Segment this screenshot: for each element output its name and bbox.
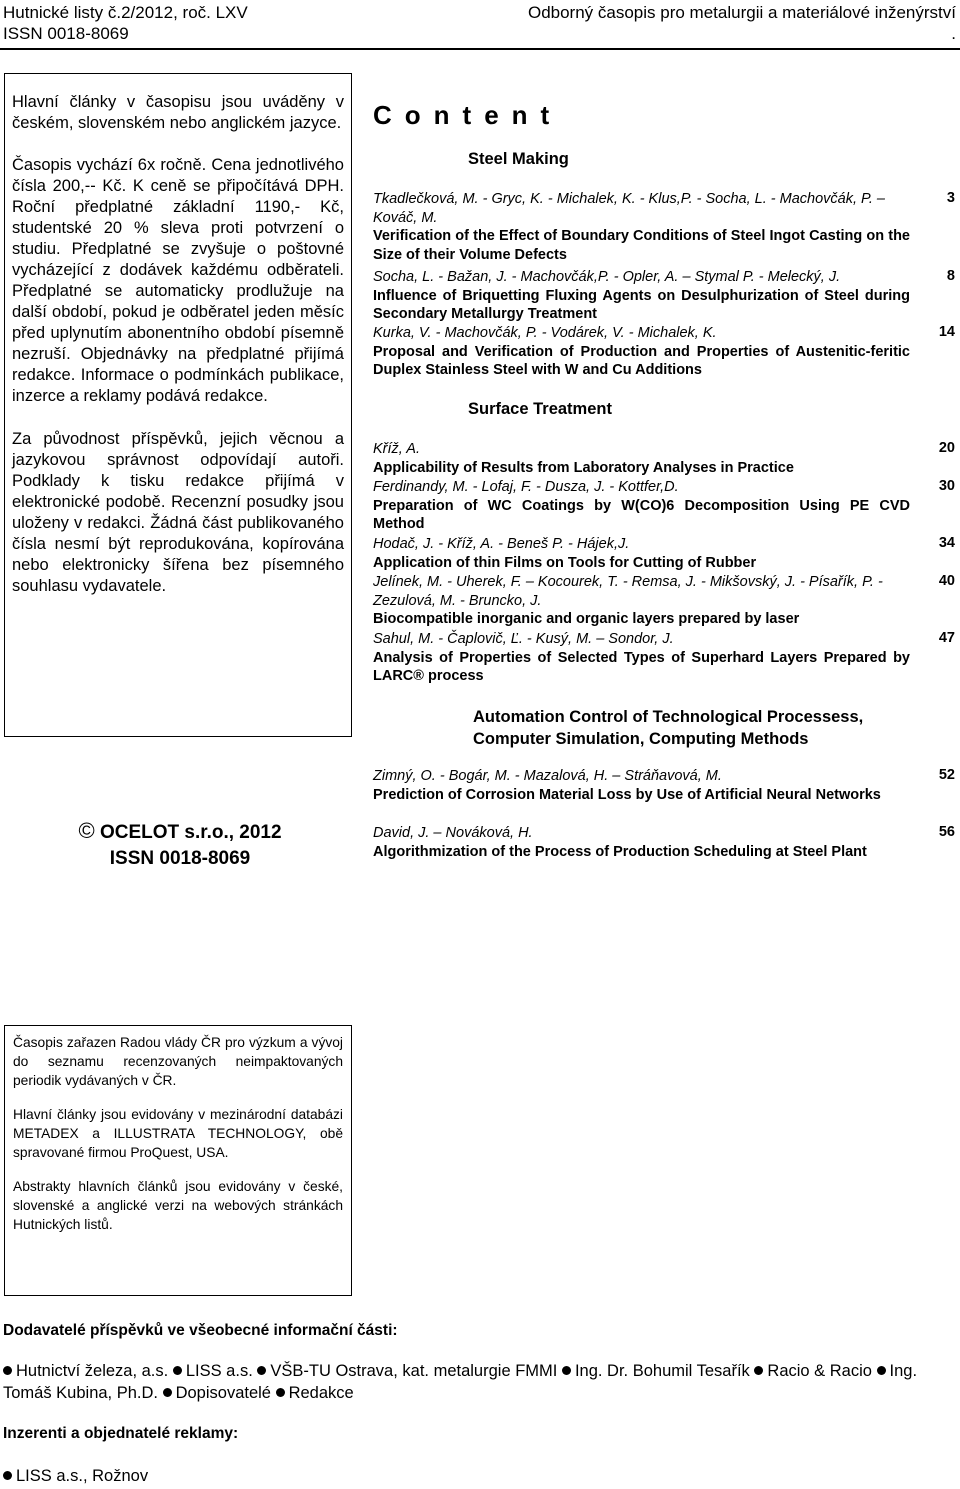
list-item: Ing. Tomáš Kubina, Ph.D. xyxy=(3,1362,918,1402)
toc-entry[interactable] xyxy=(373,630,958,686)
copyright-note: Za původnost příspěvků, jejich věcnou a jazykovou správnost odpovídají autoři. Podklady k tisku redakce přijímá v elektronické podobě. Recenzní posudky jsou uloženy v redakci. Žádná část publikovaného čísla nesmí být reprodukována, kopírována nebo elektronicky šířena bez písemného souhlasu vydavatele. xyxy=(12,430,344,595)
copyright-issn: ISSN 0018-8069 xyxy=(109,848,251,869)
toc-entry[interactable] xyxy=(373,767,958,804)
article-authors: Tkadlečková, M. - Gryc, K. - Michalek, K. - Klus,P. - Socha, L. - Machovčák, P. – Kováč, M. xyxy=(373,191,885,226)
list-item: Redakce xyxy=(288,1383,354,1402)
page-number: 14 xyxy=(938,324,955,340)
journal-subtitle-dot: . xyxy=(951,24,956,43)
list-item: VŠB-TU Ostrava, kat. metalurgie FMMI xyxy=(270,1362,558,1380)
advertisers-heading: Inzerenti a objednatelé reklamy: xyxy=(3,1425,239,1442)
bullet-icon xyxy=(276,1388,285,1397)
toc-entry[interactable] xyxy=(373,535,958,572)
contents-heading: Content xyxy=(373,100,563,130)
article-title: Applicability of Results from Laboratory Analyses in Practice xyxy=(373,459,794,476)
page-number: 34 xyxy=(938,535,955,551)
language-note: Hlavní články v časopisu jsou uváděny v českém, slovenském nebo anglickém jazyce. xyxy=(12,93,344,132)
toc-entry[interactable] xyxy=(373,440,958,477)
copyright-block xyxy=(30,818,330,872)
article-authors: Hodač, J. - Kříž, A. - Beneš P. - Hájek,J. xyxy=(373,536,630,552)
section-heading: Surface Treatment xyxy=(468,400,612,418)
section-heading: Automation Control of Technological Processess, Computer Simulation, Computing Methods xyxy=(473,708,864,748)
abstracts-note: Abstrakty hlavních článků jsou evidovány v české, slovenské a anglické verzi na webových stránkách Hutnických listů. xyxy=(13,1179,343,1232)
page-number: 56 xyxy=(938,824,955,840)
bullet-icon xyxy=(3,1366,12,1375)
page-number: 30 xyxy=(938,478,955,494)
page-number: 8 xyxy=(946,268,955,284)
toc-entry[interactable] xyxy=(373,478,958,534)
bullet-icon xyxy=(173,1366,182,1375)
article-authors: Socha, L. - Bažan, J. - Machovčák,P. - Opler, A. – Stymal P. - Melecký, J. xyxy=(373,269,841,285)
article-authors: Ferdinandy, M. - Lofaj, F. - Dusza, J. - Kottfer,D. xyxy=(373,479,679,495)
list-item: LISS a.s., Rožnov xyxy=(16,1467,149,1485)
article-title: Verification of the Effect of Boundary Conditions of Steel Ingot Casting on the Size of their Volume Defects xyxy=(373,228,910,263)
bullet-icon xyxy=(877,1366,886,1375)
bullet-icon xyxy=(754,1366,763,1375)
article-authors: David, J. – Nováková, H. xyxy=(373,825,533,841)
article-title: Algorithmization of the Process of Production Scheduling at Steel Plant xyxy=(373,843,867,860)
page-number: 52 xyxy=(938,767,955,783)
copyright-icon: © xyxy=(78,818,95,843)
header-rule xyxy=(0,48,960,50)
bullet-icon xyxy=(3,1471,12,1480)
list-item: LISS a.s. xyxy=(185,1362,253,1380)
toc-entry[interactable] xyxy=(373,190,958,264)
journal-issn: ISSN 0018-8069 xyxy=(3,24,129,43)
contributors-heading: Dodavatelé příspěvků ve všeobecné informační části: xyxy=(3,1322,398,1339)
page-number: 40 xyxy=(938,573,955,589)
section-heading: Steel Making xyxy=(468,150,569,168)
article-authors: Sahul, M. - Čaplovič, Ľ. - Kusý, M. – Sondor, J. xyxy=(373,631,674,647)
list-item: Hutnictví železa, a.s. xyxy=(16,1362,169,1380)
bullet-icon xyxy=(562,1366,571,1375)
bullet-icon xyxy=(257,1366,266,1375)
toc-entry[interactable] xyxy=(373,268,958,324)
article-authors: Jelínek, M. - Uherek, F. – Kocourek, T. - Remsa, J. - Mikšovský, J. - Písařík, P. - Zezulová, M. - Bruncko, J. xyxy=(373,574,883,609)
article-title: Biocompatible inorganic and organic layers prepared by laser xyxy=(373,611,800,627)
article-authors: Kurka, V. - Machovčák, P. - Vodárek, V. - Michalek, K. xyxy=(373,325,717,341)
journal-subtitle: Odborný časopis pro metalurgii a materiálové inženýrství xyxy=(527,3,956,22)
indexing-note: Hlavní články jsou evidovány v mezinárodní databázi METADEX a ILLUSTRATA TECHNOLOGY, obě spravované firmou ProQuest, USA. xyxy=(13,1107,343,1160)
article-title: Influence of Briquetting Fluxing Agents on Desulphurization of Steel during Secondary Metallurgy Treatment xyxy=(373,287,910,322)
page-number: 47 xyxy=(938,630,955,646)
list-item: Racio & Racio xyxy=(767,1362,872,1380)
registry-note: Časopis zařazen Radou vlády ČR pro výzkum a vývoj do seznamu recenzovaných neimpaktovaných periodik vydávaných v ČR. xyxy=(13,1035,343,1088)
toc-entry[interactable] xyxy=(373,824,958,861)
article-authors: Kříž, A. xyxy=(373,441,420,457)
page-number: 20 xyxy=(938,440,955,456)
table-of-contents xyxy=(373,100,958,860)
registry-info-box xyxy=(4,1025,352,1296)
contributors-list xyxy=(3,1361,953,1404)
article-title: Prediction of Corrosion Material Loss by Use of Artificial Neural Networks xyxy=(373,786,881,803)
toc-entry[interactable] xyxy=(373,324,958,380)
advertisers-list xyxy=(3,1466,148,1488)
page-number: 3 xyxy=(946,190,955,206)
journal-title: Hutnické listy č.2/2012, roč. LXV xyxy=(3,3,248,22)
article-authors: Zimný, O. - Bogár, M. - Mazalová, H. – Stráňavová, M. xyxy=(373,768,722,784)
list-item: Ing. Dr. Bohumil Tesařík xyxy=(574,1362,750,1380)
list-item: Dopisovatelé xyxy=(175,1383,271,1402)
article-title: Analysis of Properties of Selected Types of Superhard Layers Prepared by LARC® process xyxy=(373,649,910,684)
subscription-note: Časopis vychází 6x ročně. Cena jednotlivého čísla 200,-- Kč. K ceně se připočítává DPH. Roční předplatné základní 1190,- Kč, studentské 20 % sleva proti potvrzení o studiu. Předplatné se zvyšuje o poštovné vycházející z dodávek každému odběrateli. Předplatné se automaticky prodlužuje na další období, pokud je odběratel jeden měsíc před uplynutím abonentního období písemně nezruší. Objednávky na předplatné přijímá redakce. Informace o podmínkách publikace, inzerce a reklamy podává redakce. xyxy=(12,156,344,405)
subscription-info-box xyxy=(4,73,352,737)
article-title: Application of thin Films on Tools for Cutting of Rubber xyxy=(373,554,757,571)
article-title: Preparation of WC Coatings by W(CO)6 Decomposition Using PE CVD Method xyxy=(373,497,910,532)
article-title: Proposal and Verification of Production and Properties of Austenitic-feritic Duplex Stainless Steel with W and Cu Additions xyxy=(373,343,910,378)
bullet-icon xyxy=(163,1388,172,1397)
toc-entry[interactable] xyxy=(373,573,958,629)
copyright-publisher: OCELOT s.r.o., 2012 xyxy=(99,822,282,843)
